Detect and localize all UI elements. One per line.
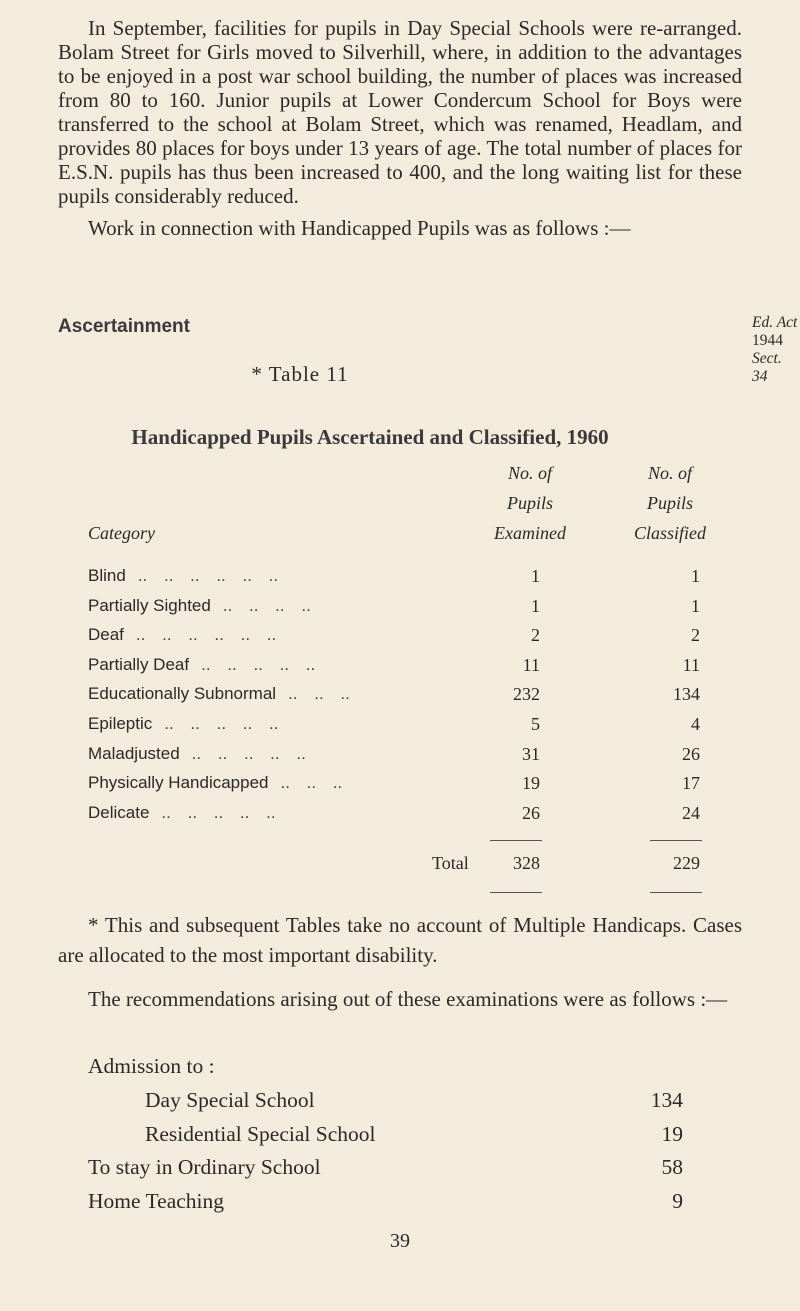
margin-note-line: Sect. 34: [752, 350, 782, 385]
row-category: Partially Deaf: [88, 654, 190, 674]
row-lead: [88, 714, 448, 736]
row-lead: [88, 744, 448, 766]
table-row: [88, 566, 700, 596]
recommendation-value: 58: [661, 1155, 683, 1180]
row-category: Physically Handicapped: [88, 773, 269, 793]
leader-dots: .. .. .. .. ..: [161, 802, 276, 822]
row-lead: [88, 596, 448, 618]
table-row: [88, 655, 700, 685]
row-classified: 1: [691, 566, 700, 586]
leader-dots: .. .. .. .. .. ..: [135, 625, 277, 645]
table-rule: [650, 840, 702, 841]
row-classified: 4: [691, 714, 700, 734]
row-examined: 5: [531, 714, 540, 734]
row-examined: 11: [522, 654, 540, 675]
row-lead: [88, 566, 448, 588]
leader-dots: .. .. .. ..: [222, 595, 311, 615]
table-row: [88, 596, 700, 626]
table-rule: [490, 840, 542, 841]
recommendation-value: 19: [661, 1121, 683, 1146]
leader-dots: .. .. .. .. .. ..: [137, 566, 279, 585]
row-category: Educationally Subnormal: [88, 684, 277, 704]
row-category: Partially Sighted: [88, 595, 211, 615]
leader-dots: .. .. ..: [280, 773, 343, 793]
row-examined: 2: [531, 625, 540, 646]
row-lead: [88, 684, 448, 706]
recommendation-label: Residential Special School: [145, 1121, 376, 1146]
row-classified: 11: [682, 654, 700, 675]
header-line: Classified: [633, 523, 706, 543]
header-line: Pupils: [506, 493, 553, 513]
recommendation-item: [88, 1185, 683, 1219]
row-examined: 31: [522, 743, 540, 764]
row-examined: 1: [531, 595, 540, 616]
row-classified: 1: [691, 595, 700, 616]
header-classified: [610, 458, 730, 548]
footnote-text: * This and subsequent Tables take no account of Multiple Handicaps. Cases are allocated to the most important disability.: [58, 913, 742, 967]
leader-dots: .. .. .. .. ..: [191, 743, 306, 763]
leader-dots: .. .. .. .. ..: [164, 714, 279, 733]
row-examined: 19: [522, 773, 540, 794]
leader-dots: .. .. .. .. ..: [201, 654, 316, 674]
row-classified: 24: [682, 802, 700, 823]
total-examined: 328: [513, 853, 540, 873]
row-category: Delicate: [88, 802, 150, 822]
header-line: No. of: [647, 463, 692, 483]
header-examined: [470, 458, 590, 548]
section-heading: Ascertainment: [58, 316, 190, 337]
row-category: Deaf: [88, 625, 124, 645]
row-category: Epileptic: [88, 714, 153, 733]
recommendation-value: 134: [650, 1088, 683, 1112]
recommendation-label: Day Special School: [145, 1088, 315, 1112]
recommendation-label: To stay in Ordinary School: [88, 1155, 321, 1180]
table-row: [88, 773, 700, 803]
intro-text: [58, 16, 742, 240]
row-category: Blind: [88, 566, 126, 585]
footnote: [58, 910, 742, 970]
table-row: [88, 744, 700, 774]
row-lead: [88, 773, 448, 795]
page-number: 39: [390, 1230, 410, 1252]
table-row: [88, 714, 700, 744]
header-category: Category: [88, 523, 155, 543]
intro-paragraph: Work in connection with Handicapped Pupils was as follows :—: [88, 216, 631, 240]
recommendation-label: Home Teaching: [88, 1188, 225, 1213]
header-line: No. of: [507, 463, 552, 483]
table-title: Handicapped Pupils Ascertained and Classified, 1960: [131, 425, 609, 449]
recommendations-intro-text: The recommendations arising out of these examinations were as follows :—: [88, 987, 728, 1011]
row-examined: 1: [531, 566, 540, 586]
recommendation-item: [145, 1118, 683, 1152]
row-lead: [88, 803, 448, 825]
total-label: Total: [432, 853, 469, 873]
recommendation-value: 9: [672, 1188, 683, 1213]
margin-note-line: Ed. Act: [752, 314, 798, 331]
recommendation-item: [88, 1151, 683, 1185]
row-classified: 17: [682, 773, 700, 794]
row-examined: 232: [513, 684, 540, 705]
row-classified: 26: [682, 743, 700, 764]
total-classified: 229: [673, 853, 700, 873]
leader-dots: .. .. ..: [288, 684, 350, 704]
table-row: [88, 684, 700, 714]
table-rule: [650, 892, 702, 893]
row-lead: [88, 655, 448, 677]
table-row: [88, 803, 700, 833]
intro-paragraph: In September, facilities for pupils in Day Special Schools were re-arranged. Bolam Street for Girls moved to Silverhill, where, in addition to the advantages to be enjoyed in a post war school building, the number of places was increased from 80 to 160. Junior pupils at Lower Condercum School for Boys were transferred to the school at Bolam Street, which was renamed, Headlam, and provides 80 places for boys under 13 years of age. The total number of places for E.S.N. pupils has thus been increased to 400, and the long waiting list for these pupils considerably reduced.: [58, 16, 742, 208]
header-line: Pupils: [646, 493, 693, 513]
margin-note: [752, 314, 800, 386]
row-category: Maladjusted: [88, 743, 180, 763]
row-lead: [88, 625, 448, 647]
recommendations-intro: [58, 984, 742, 1014]
row-examined: 26: [522, 802, 540, 823]
row-classified: 2: [691, 625, 700, 646]
table-row: [88, 625, 700, 655]
recommendation-item: [145, 1084, 683, 1118]
table-number: * Table 11: [251, 362, 349, 386]
admission-label: Admission to :: [88, 1054, 215, 1078]
row-classified: 134: [673, 684, 700, 705]
table-rule: [490, 892, 542, 893]
margin-note-line: 1944: [752, 332, 783, 349]
header-line: Examined: [494, 523, 566, 543]
